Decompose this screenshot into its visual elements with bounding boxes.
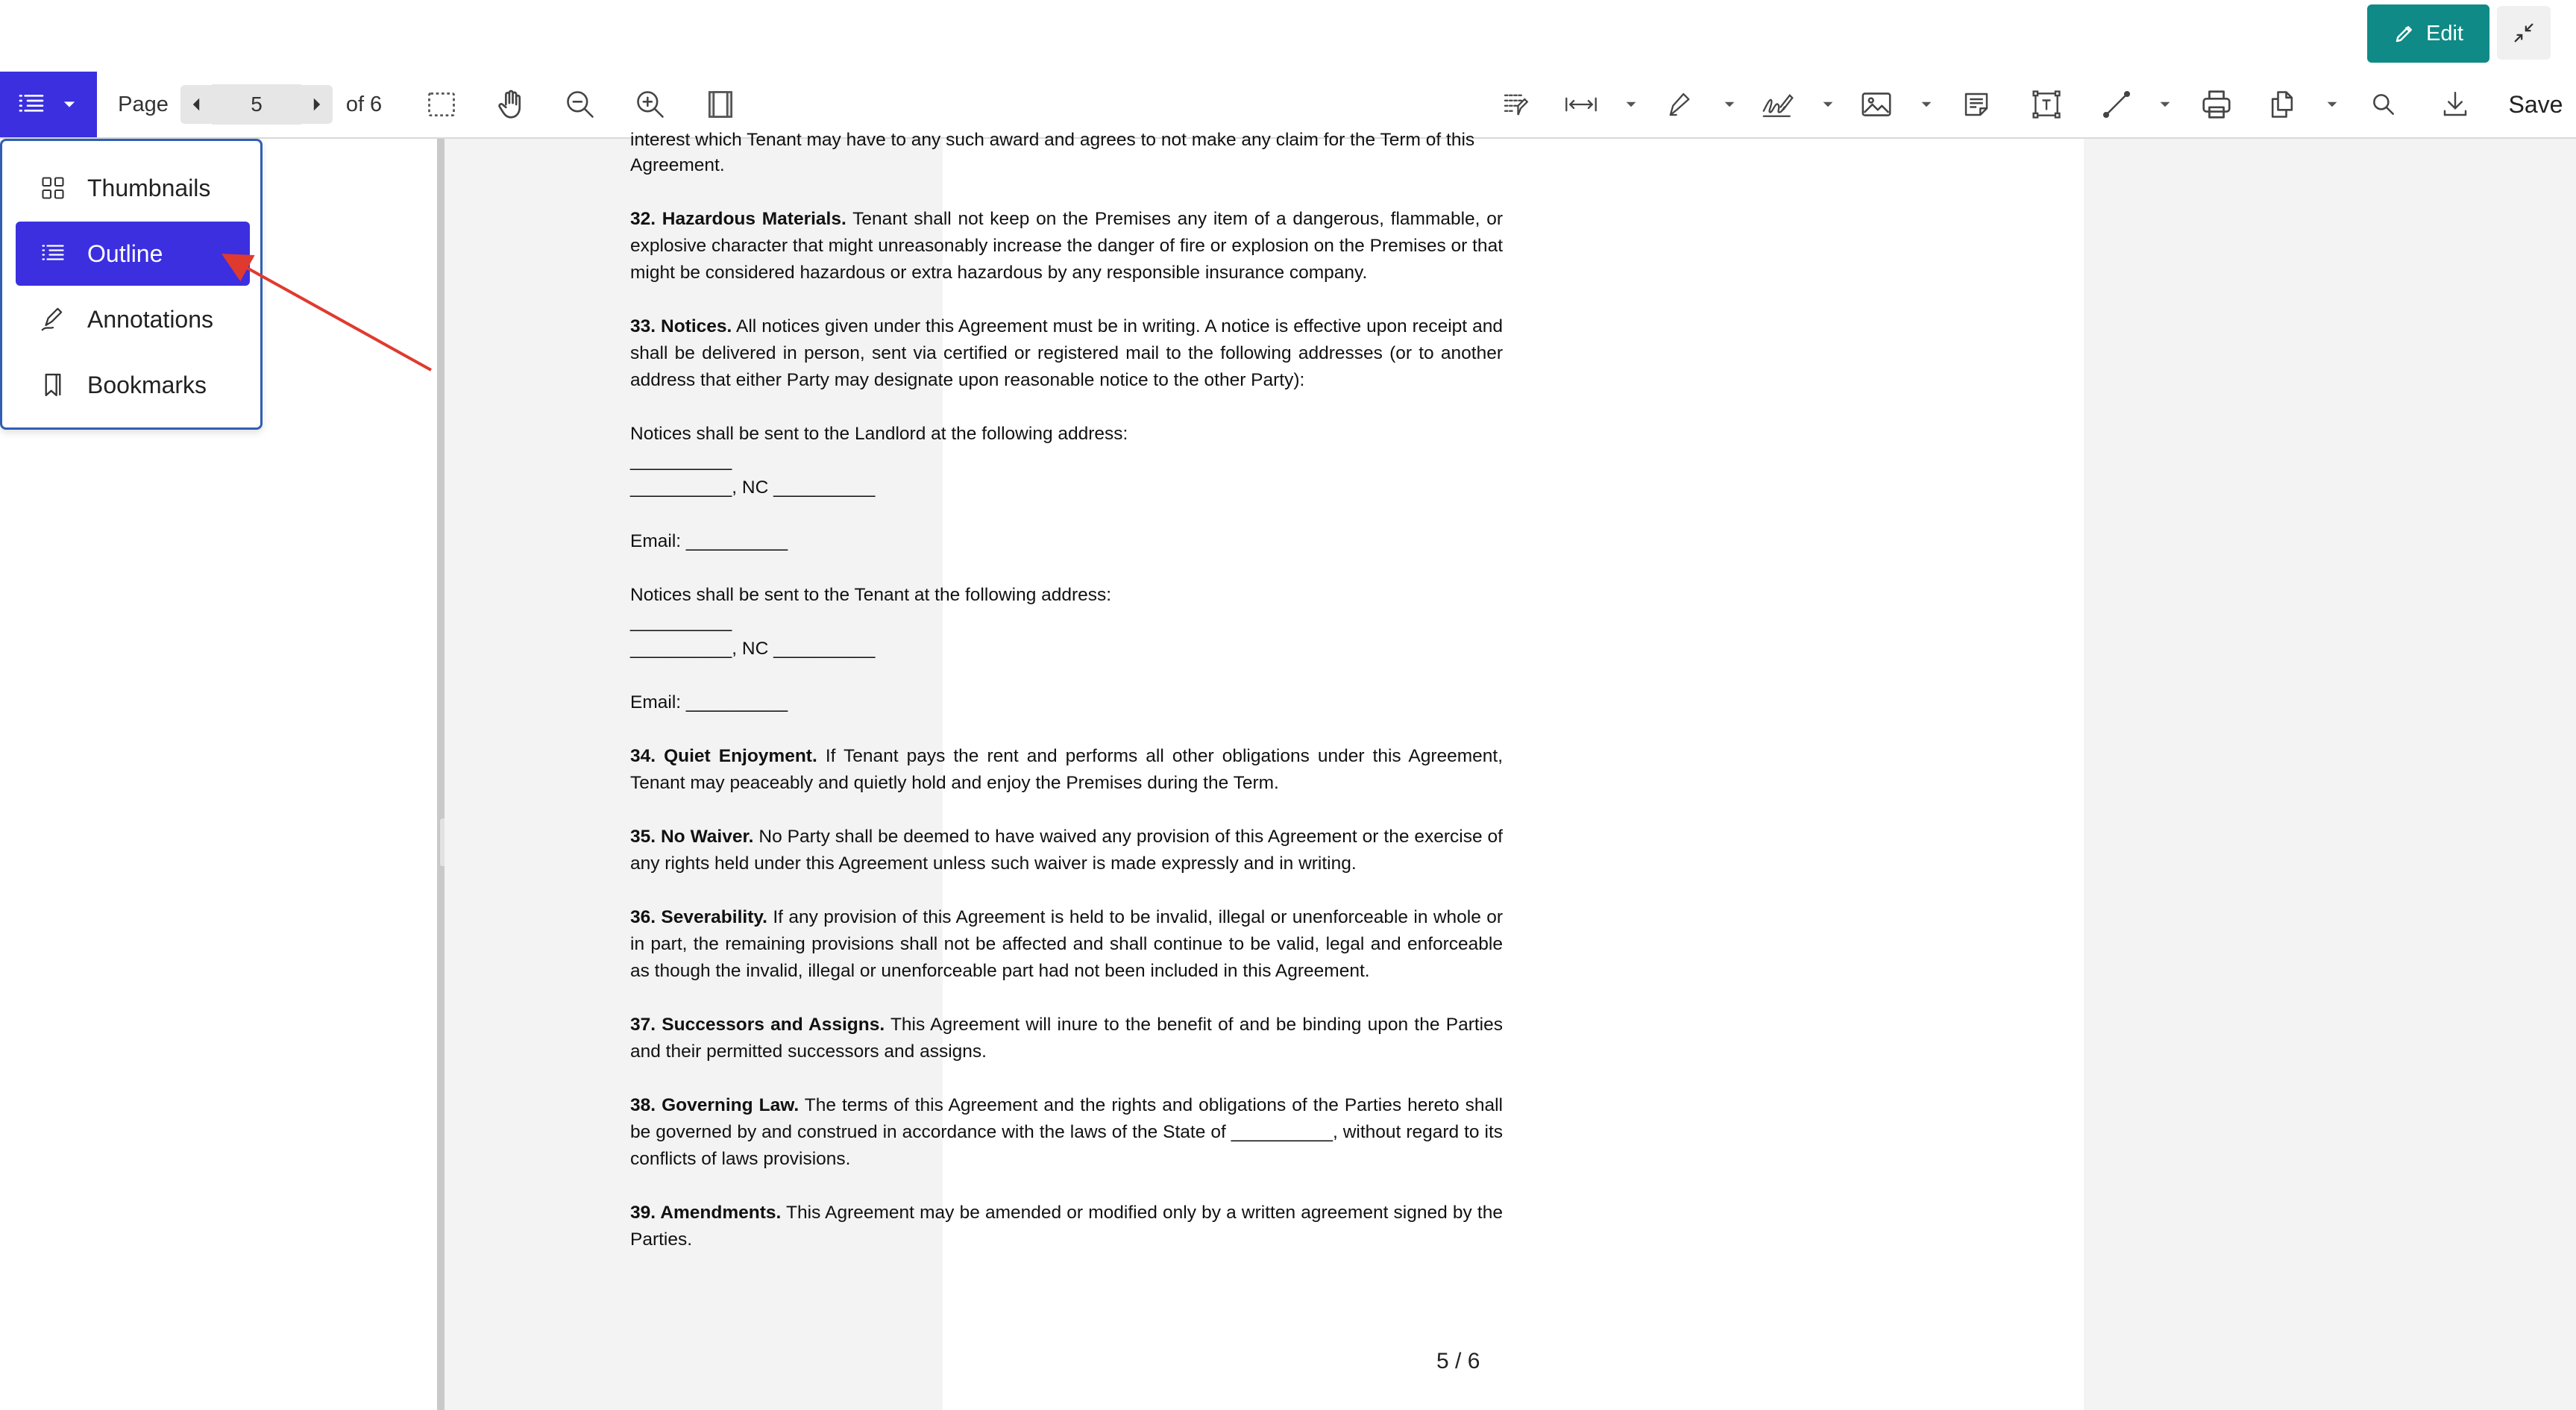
email-line: Email: __________ bbox=[630, 531, 788, 551]
menu-item-label: Outline bbox=[87, 239, 163, 267]
image-icon bbox=[1860, 90, 1893, 119]
caret-left-icon bbox=[191, 97, 201, 112]
highlight-pen-icon bbox=[1664, 89, 1695, 120]
bookmarks-icon bbox=[32, 371, 74, 399]
note-icon bbox=[1961, 89, 1992, 120]
section-heading: 32. Hazardous Materials. bbox=[630, 209, 846, 229]
section-39 bbox=[630, 1200, 1503, 1253]
doc-fragment-line: Agreement. bbox=[630, 155, 725, 175]
city-state-line: __________, NC __________ bbox=[630, 639, 876, 659]
search-button[interactable] bbox=[2363, 72, 2404, 137]
menu-item-label: Thumbnails bbox=[87, 174, 211, 201]
chevron-down-icon bbox=[1625, 98, 1637, 110]
panel-menu bbox=[0, 139, 263, 430]
menu-item-outline[interactable] bbox=[16, 222, 250, 286]
outline-icon bbox=[32, 240, 74, 267]
zoom-out-button[interactable] bbox=[558, 72, 603, 137]
line-button[interactable] bbox=[2094, 72, 2139, 137]
page-navigator bbox=[180, 85, 333, 124]
export-dropdown[interactable] bbox=[2324, 72, 2340, 137]
chevron-down-icon bbox=[63, 98, 76, 111]
highlight-button[interactable] bbox=[1657, 72, 1702, 137]
section-37 bbox=[630, 1012, 1503, 1065]
zoom-out-icon bbox=[564, 88, 597, 121]
line-icon bbox=[2101, 89, 2132, 120]
menu-item-thumbnails[interactable] bbox=[16, 156, 250, 220]
signature-button[interactable] bbox=[1756, 72, 1800, 137]
page-label: Page bbox=[118, 92, 169, 116]
pencil-icon bbox=[2393, 22, 2416, 45]
fit-width-button[interactable] bbox=[1559, 72, 1603, 137]
doc-fragment-line: interest which Tenant may have to any such award and agrees to not make any claim for the Term of this bbox=[630, 130, 1475, 150]
menu-item-annotations[interactable] bbox=[16, 287, 250, 351]
annotations-icon bbox=[32, 305, 74, 333]
print-icon bbox=[2199, 87, 2234, 122]
pan-button[interactable] bbox=[489, 72, 534, 137]
page-count: of 6 bbox=[345, 92, 383, 116]
fit-width-icon bbox=[1564, 92, 1598, 117]
select-icon bbox=[425, 88, 458, 121]
save-button[interactable]: Save bbox=[2508, 90, 2563, 118]
single-page-icon bbox=[704, 88, 737, 121]
chevron-down-icon bbox=[1920, 98, 1932, 110]
download-button[interactable] bbox=[2433, 72, 2478, 137]
menu-item-label: Bookmarks bbox=[87, 371, 207, 398]
top-bar bbox=[0, 0, 2576, 72]
email-line: Email: __________ bbox=[630, 692, 788, 712]
city-state-line: __________, NC __________ bbox=[630, 477, 876, 498]
section-body: If Tenant pays the rent and performs all other obligations under this Agreement, Tenant may peaceably and quietly hold and enjoy the Premises during the Term. bbox=[630, 746, 1503, 793]
section-heading: 38. Governing Law. bbox=[630, 1095, 799, 1115]
zoom-in-icon bbox=[634, 88, 667, 121]
section-38 bbox=[630, 1092, 1503, 1173]
highlight-dropdown[interactable] bbox=[1721, 72, 1738, 137]
section-heading: 37. Successors and Assigns. bbox=[630, 1015, 885, 1035]
chevron-down-icon bbox=[2159, 98, 2171, 110]
landlord-intro: Notices shall be sent to the Landlord at the following address: bbox=[630, 424, 1128, 444]
address-blank-line: __________ bbox=[630, 451, 732, 471]
export-button[interactable] bbox=[2260, 72, 2305, 137]
menu-item-label: Annotations bbox=[87, 305, 214, 333]
section-36 bbox=[630, 904, 1503, 985]
line-dropdown[interactable] bbox=[2157, 72, 2173, 137]
text-select-icon bbox=[1500, 89, 1531, 120]
edit-button[interactable] bbox=[2367, 4, 2489, 63]
section-body: No Party shall be deemed to have waived any provision of this Agreement or the exercise of any rights held under this Agreement unless such waiver is made expressly and in writing. bbox=[630, 827, 1503, 874]
address-blank-line: __________ bbox=[630, 612, 732, 632]
section-heading: 34. Quiet Enjoyment. bbox=[630, 746, 817, 766]
next-page-button[interactable] bbox=[301, 85, 333, 124]
caret-right-icon bbox=[312, 97, 322, 112]
image-dropdown[interactable] bbox=[1918, 72, 1935, 137]
text-box-button[interactable] bbox=[2024, 72, 2069, 137]
section-body: The terms of this Agreement and the rights and obligations of the Parties hereto shall be governed by and construed in accordance with the laws of the State of __________, without regard to its conflicts of laws provisions. bbox=[630, 1095, 1503, 1169]
signature-icon bbox=[1761, 89, 1795, 120]
section-body: This Agreement may be amended or modified only by a written agreement signed by the Parties. bbox=[630, 1203, 1503, 1250]
tenant-intro: Notices shall be sent to the Tenant at the following address: bbox=[630, 585, 1112, 605]
panel-toggle-icon bbox=[16, 90, 46, 119]
section-heading: 33. Notices. bbox=[630, 316, 732, 336]
menu-item-bookmarks[interactable] bbox=[16, 353, 250, 417]
section-body: If any provision of this Agreement is held to be invalid, illegal or unenforceable in whole or in part, the remaining provisions shall not be affected and shall continue to be valid, legal and enforceable as though the invalid, illegal or unenforceable part had not been included in this Agreement. bbox=[630, 907, 1503, 981]
section-heading: 36. Severability. bbox=[630, 907, 767, 927]
panel-splitter[interactable] bbox=[437, 139, 444, 1410]
section-33 bbox=[630, 313, 1503, 394]
search-icon bbox=[2369, 90, 2398, 119]
thumbnails-icon bbox=[32, 175, 74, 201]
chevron-down-icon bbox=[2326, 98, 2338, 110]
panel-toggle-button[interactable] bbox=[0, 72, 97, 137]
export-icon bbox=[2266, 87, 2299, 122]
note-button[interactable] bbox=[1954, 72, 1999, 137]
page-number-input[interactable] bbox=[212, 84, 301, 125]
edit-button-label: Edit bbox=[2426, 21, 2463, 46]
fit-width-dropdown[interactable] bbox=[1623, 72, 1639, 137]
download-icon bbox=[2440, 89, 2471, 120]
page-number-footer: 5 / 6 bbox=[1436, 1349, 1480, 1373]
section-body: Tenant shall not keep on the Premises any item of a dangerous, flammable, or explosive character that might unreasonably increase the danger of fire or explosion on the Premises or that might be considered hazardous or extra hazardous by any responsible insurance company. bbox=[630, 209, 1503, 283]
image-button[interactable] bbox=[1854, 72, 1899, 137]
text-select-button[interactable] bbox=[1495, 72, 1536, 137]
chevron-down-icon bbox=[1822, 98, 1834, 110]
pan-hand-icon bbox=[494, 87, 529, 122]
section-32 bbox=[630, 206, 1503, 286]
section-35 bbox=[630, 824, 1503, 877]
chevron-down-icon bbox=[1724, 98, 1735, 110]
collapse-icon bbox=[2511, 20, 2536, 46]
collapse-button[interactable] bbox=[2497, 6, 2551, 60]
print-button[interactable] bbox=[2194, 72, 2239, 137]
section-34 bbox=[630, 743, 1503, 797]
section-body: All notices given under this Agreement must be in writing. A notice is effective upon receipt and shall be delivered in person, sent via certified or registered mail to the following addresses (or to another address that either Party may designate upon reasonable notice to the other Party): bbox=[630, 316, 1503, 390]
signature-dropdown[interactable] bbox=[1820, 72, 1836, 137]
section-heading: 39. Amendments. bbox=[630, 1203, 782, 1223]
prev-page-button[interactable] bbox=[180, 85, 212, 124]
marquee-select-button[interactable] bbox=[419, 72, 464, 137]
section-heading: 35. No Waiver. bbox=[630, 827, 754, 847]
section-body: This Agreement will inure to the benefit of and be binding upon the Parties and their permitted successors and assigns. bbox=[630, 1015, 1503, 1062]
text-box-icon bbox=[2030, 88, 2063, 121]
